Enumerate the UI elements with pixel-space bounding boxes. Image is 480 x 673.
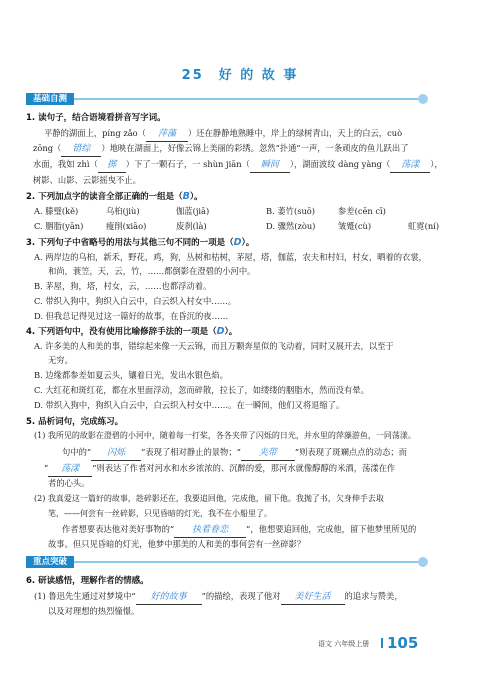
section-label: 基础自测 (26, 93, 74, 105)
question-6: 6. 研读感悟，理解作者的情感。 (26, 576, 149, 586)
q5-line-3: 者的心头。 (48, 478, 90, 488)
q4-option-a2: 无穷。 (48, 355, 73, 365)
page-number: 105 (387, 634, 419, 652)
question-4: 4. 下列语句中，没有使用比喻修辞手法的一项是（D）。 (26, 326, 238, 337)
answer-blank[interactable]: 萍藻 (146, 127, 188, 142)
q5-line-4: 作者想要表达他对美好事物的“ 执着眷恋 ”，他想要追回他，完成他，留下他梦里所见的 (62, 522, 416, 538)
answer-blank[interactable]: 执着眷恋 (174, 523, 246, 538)
q6-line-2: 以及对理想的热烈憧憬。 (48, 606, 140, 616)
answer-blank[interactable]: 错综 (61, 142, 101, 157)
answer-blank[interactable]: 荡漾 (390, 158, 430, 173)
answer[interactable]: D (233, 237, 242, 248)
question-3: 3. 下列句子中省略号的用法与其他三句不同的一项是（D）。 (26, 237, 255, 248)
q4-option-d: D. 带织入狗中，狗织入白云中，白云织入村女中……。在一瞬间，他们又将退缩了。 (34, 400, 345, 410)
section-bar-basics (26, 93, 428, 105)
q2-option-row-1: A. 滕璧(kě) 乌桕(jiù) 伽蓝(jiā) B. 萎竹(suō) 参差(cēn cī) (34, 206, 386, 216)
q4-option-c: C. 大红花和斑红花，都在水里面浮动，忽而碎散，拉长了，如缕缕的胭脂水，然而没有晕。 (34, 385, 369, 395)
answer-blank[interactable]: 闪烁 (91, 446, 141, 461)
q2-option-row-2: C. 胭脂(yān) 瘦削(xiāo) 废刹(là) D. 骤然(zòu) 皱蹙(cù) 虹霓(ní) (34, 221, 440, 231)
answer-blank[interactable]: 好的故事 (136, 590, 202, 605)
q1-line-2: zōng（ 错综 ）地映在湖面上，好像云锦上美丽的彩绣。忽然“扑通”一声，一条顽皮的鱼儿跃出了 (33, 141, 409, 157)
question-1: 1. 读句子，结合语境看拼音写字词。 (26, 113, 166, 123)
section-bar-focus (26, 556, 428, 568)
q3-option-c: C. 带织入狗中，狗织入白云中，白云织入村女中……。 (34, 296, 237, 306)
lesson-title: 25 好 的 故 事 (181, 68, 299, 83)
question-2: 2. 下列加点字的读音全部正确的一组是（B）。 (26, 191, 203, 202)
q3-option-a2: 和尚，蓑笠，天，云，竹，……都倒影在澄碧的小河中。 (48, 266, 256, 276)
q3-option-a1: A. 两岸边的乌桕，新禾，野花，鸡，狗，丛树和枯树，茅屋，塔，伽蓝，农夫和村妇，村女，晒着的衣裳， (34, 252, 427, 262)
footer-book-label: 语文 六年级上册 (318, 640, 370, 648)
q4-option-a1: A. 许多美的人和美的事，错综起来像一天云锦，而且万颗奔星似的飞动着，同时又展开去，以至于 (34, 341, 394, 351)
q5-line-5: 故事。但只见昏暗的灯光，他梦中那美的人和美的事何尝有一丝碎影？ (48, 539, 306, 549)
answer-blank[interactable]: 荡漾 (48, 462, 92, 477)
circle-decoration-icon (418, 557, 428, 567)
q5-line-1: 句中的“ 闪烁 ”表现了相对静止的景物；“ 夹带 ”则表现了斑斓点点的动态；而 (62, 445, 407, 461)
section-label: 重点突破 (26, 556, 74, 568)
question-5: 5. 品析词句，完成练习。 (26, 417, 124, 427)
answer-blank[interactable]: 瞬间 (250, 158, 290, 173)
answer-blank[interactable]: 美好生活 (281, 590, 345, 605)
answer[interactable]: B (182, 191, 190, 202)
q5-passage-1: (1) 我所见的故影在澄碧的小河中，随着每一打桨，各各夹带了闪烁的日光，并水里的萍藻游鱼，一同荡漾。 (34, 431, 416, 440)
q3-option-b: B. 茅屋，狗，塔，村女，云，……也都浮动着。 (34, 281, 212, 291)
q4-option-b: B. 边缘都参差如夏云头，镶着日光，发出水银色焰。 (34, 370, 228, 380)
q5-passage-2b: 笔，——何尝有一丝碎影，只见昏暗的灯光，我不在小船里了。 (48, 509, 272, 518)
q1-line-1: 平静的湖面上，píng zǎo（ 萍藻 ）还在静静地熟睡中，岸上的绿树青山，天上的白云，cuò (44, 126, 402, 142)
q1-line-4: 树影、山影、云影摇曳不止。 (33, 175, 141, 185)
q5-line-2: “ 荡漾 ”则表达了作者对河水和水乡浓浓的、沉醉的爱，那河水就像醇醇的米酒，荡漾在作 (44, 461, 395, 477)
q1-line-3: 水面，我如 zhì（ 掷 ）下了一颗石子，一 shùn jiān（ 瞬间 ），湖面波纹 dàng yàng（ 荡漾 ）， (33, 157, 443, 173)
q5-passage-2a: (2) 我真爱这一篇好的故事，趁碎影还在，我要追回他，完成他，留下他。我抛了书，欠身伸手去取 (34, 494, 384, 503)
q3-option-d: D. 但我总记得见过这一篇好的故事，在昏沉的夜…… (34, 311, 229, 321)
q6-line-1: (1) 鲁迅先生通过对梦境中“ 好的故事 ”的描绘，表现了他对 美好生活 的追求与赞美， (34, 589, 403, 605)
answer-blank[interactable]: 掷 (98, 158, 126, 173)
answer[interactable]: D (216, 326, 225, 337)
answer-blank[interactable]: 夹带 (241, 446, 295, 461)
circle-decoration-icon (418, 94, 428, 104)
